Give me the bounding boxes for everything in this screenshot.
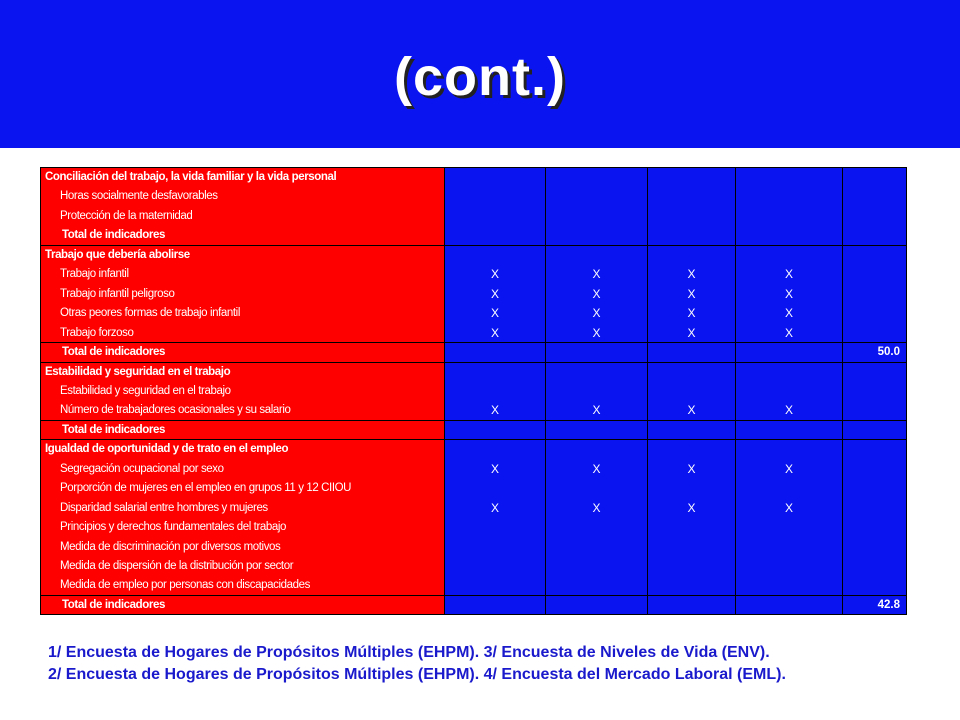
table-block-labels xyxy=(40,362,445,421)
total-value-cell xyxy=(843,595,907,615)
check-mark: X xyxy=(592,500,601,515)
check-mark: X xyxy=(784,403,793,418)
check-mark: X xyxy=(592,306,601,321)
source-column-cell xyxy=(736,439,843,596)
indicators-table xyxy=(40,167,907,620)
source-column-cell xyxy=(736,362,843,421)
total-label: Total de indicadores xyxy=(62,346,165,359)
source-column-cell xyxy=(648,342,736,362)
check-mark: X xyxy=(687,461,696,476)
source-column-cell xyxy=(736,420,843,440)
source-column-cell xyxy=(648,362,736,421)
check-mark: X xyxy=(784,267,793,282)
indicator-label: Protección de la maternidad xyxy=(60,209,193,222)
source-column-cell xyxy=(736,167,843,246)
table-block-labels xyxy=(40,167,445,246)
source-line-1: 1/ Encuesta de Hogares de Propósitos Múltiples (EHPM). 3/ Encuesta de Niveles de Vida (ENV). xyxy=(48,644,770,661)
indicator-label: Número de trabajadores ocasionales y su salario xyxy=(60,404,291,417)
source-column-cell xyxy=(546,245,648,343)
source-column-cell xyxy=(546,342,648,362)
check-mark: X xyxy=(784,500,793,515)
total-value: 50.0 xyxy=(877,346,900,359)
source-column-cell xyxy=(445,362,546,421)
source-column-cell xyxy=(648,595,736,615)
check-mark: X xyxy=(687,306,696,321)
total-value-cell xyxy=(843,362,907,421)
indicator-label: Trabajo infantil xyxy=(60,268,129,281)
indicator-label: Segregación ocupacional por sexo xyxy=(60,462,224,475)
source-column-cell xyxy=(648,245,736,343)
check-mark: X xyxy=(592,325,601,340)
source-column-cell xyxy=(445,595,546,615)
indicator-label: Estabilidad y seguridad en el trabajo xyxy=(60,384,231,397)
check-mark: X xyxy=(687,286,696,301)
check-mark: X xyxy=(687,403,696,418)
check-mark: X xyxy=(490,325,499,340)
indicator-label: Medida de empleo por personas con discapacidades xyxy=(60,579,310,592)
total-value-cell xyxy=(843,342,907,362)
total-label: Total de indicadores xyxy=(62,598,165,611)
check-mark: X xyxy=(687,267,696,282)
table-block-labels xyxy=(40,420,445,440)
check-mark: X xyxy=(490,461,499,476)
table-block-labels xyxy=(40,439,445,596)
indicator-label: Medida de discriminación por diversos motivos xyxy=(60,540,281,553)
total-label: Total de indicadores xyxy=(62,229,165,242)
source-column-cell xyxy=(648,167,736,246)
check-mark: X xyxy=(490,403,499,418)
indicator-label: Porporción de mujeres en el empleo en grupos 11 y 12 CIIOU xyxy=(60,482,352,495)
source-column-cell xyxy=(445,420,546,440)
source-column-cell xyxy=(736,245,843,343)
check-mark: X xyxy=(784,461,793,476)
source-column-cell xyxy=(546,167,648,246)
check-mark: X xyxy=(490,500,499,515)
slide-title: (cont.) xyxy=(394,47,566,107)
table-block-labels xyxy=(40,595,445,615)
total-value: 42.8 xyxy=(877,598,900,611)
indicator-label: Medida de dispersión de la distribución por sector xyxy=(60,559,294,572)
section-heading: Trabajo que debería abolirse xyxy=(45,248,190,261)
table-block-labels xyxy=(40,342,445,362)
source-column-cell xyxy=(546,420,648,440)
total-value-cell xyxy=(843,439,907,596)
source-column-cell xyxy=(648,420,736,440)
indicator-label: Trabajo infantil peligroso xyxy=(60,287,175,300)
check-mark: X xyxy=(490,286,499,301)
total-label: Total de indicadores xyxy=(62,423,165,436)
check-mark: X xyxy=(687,500,696,515)
indicator-label: Horas socialmente desfavorables xyxy=(60,190,218,203)
total-value-cell xyxy=(843,167,907,246)
total-value-cell xyxy=(843,245,907,343)
check-mark: X xyxy=(687,325,696,340)
source-column-cell xyxy=(445,245,546,343)
section-heading: Estabilidad y seguridad en el trabajo xyxy=(45,365,231,378)
check-mark: X xyxy=(490,306,499,321)
check-mark: X xyxy=(592,461,601,476)
total-value-cell xyxy=(843,420,907,440)
check-mark: X xyxy=(592,286,601,301)
check-mark: X xyxy=(784,286,793,301)
indicator-label: Otras peores formas de trabajo infantil xyxy=(60,307,240,320)
indicator-label: Principios y derechos fundamentales del trabajo xyxy=(60,521,287,534)
source-column-cell xyxy=(445,167,546,246)
check-mark: X xyxy=(592,403,601,418)
source-column-cell xyxy=(445,439,546,596)
table-block-labels xyxy=(40,245,445,343)
source-column-cell xyxy=(445,342,546,362)
check-mark: X xyxy=(784,325,793,340)
sources-footnote xyxy=(48,642,948,686)
source-column-cell xyxy=(736,595,843,615)
section-heading: Conciliación del trabajo, la vida familiar y la vida personal xyxy=(45,171,337,183)
check-mark: X xyxy=(784,306,793,321)
source-line-2: 2/ Encuesta de Hogares de Propósitos Múltiples (EHPM). 4/ Encuesta del Mercado Laboral (EML). xyxy=(48,666,786,683)
check-mark: X xyxy=(592,267,601,282)
indicator-label: Disparidad salarial entre hombres y mujeres xyxy=(60,501,268,514)
source-column-cell xyxy=(736,342,843,362)
indicator-label: Trabajo forzoso xyxy=(60,326,134,339)
title-banner xyxy=(0,0,960,148)
section-heading: Igualdad de oportunidad y de trato en el empleo xyxy=(45,443,289,456)
source-column-cell xyxy=(546,439,648,596)
check-mark: X xyxy=(490,267,499,282)
source-column-cell xyxy=(546,595,648,615)
source-column-cell xyxy=(648,439,736,596)
source-column-cell xyxy=(546,362,648,421)
